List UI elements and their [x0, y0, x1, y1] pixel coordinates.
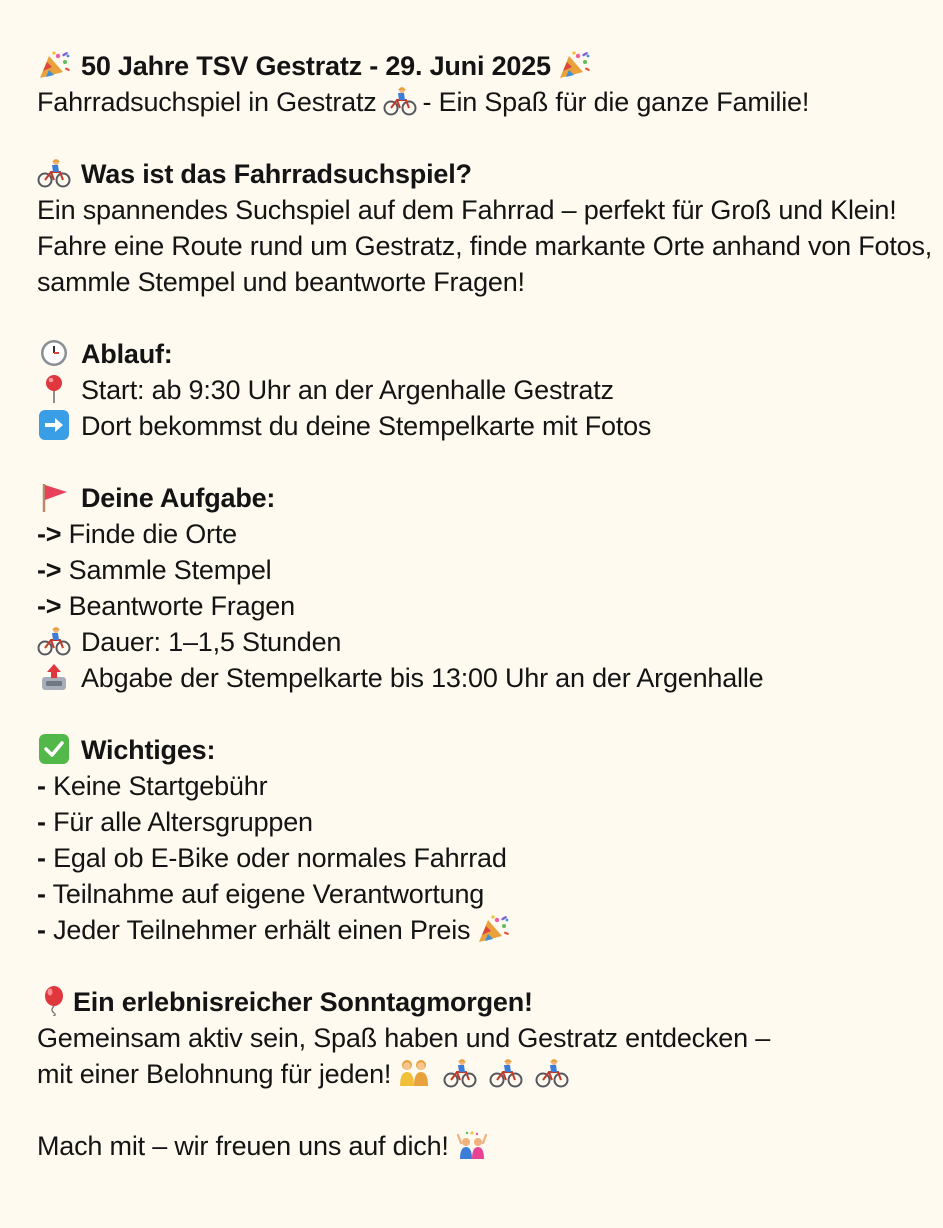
- schedule-start-line: [37, 372, 937, 408]
- people-cheering-icon: [455, 1130, 489, 1160]
- spacer: [37, 1092, 937, 1128]
- check-mark-button-icon: [37, 734, 71, 764]
- arrow-marker: ->: [37, 555, 62, 585]
- important-item-text: Teilnahme auf eigene Verantwortung: [52, 879, 485, 909]
- section-what-text: Ein spannendes Suchspiel auf dem Fahrrad – perfekt für Groß und Klein! Fahre eine Route rund um Gestratz, finde markante Orte anhand von Fotos, sammle Stempel und beantworte Fragen!: [37, 195, 933, 297]
- section-schedule-heading: [37, 336, 937, 372]
- arrow-marker: ->: [37, 519, 62, 549]
- dash-marker: -: [37, 843, 46, 873]
- important-item-text: Keine Startgebühr: [53, 771, 268, 801]
- party-popper-icon: [37, 50, 71, 80]
- dash-marker: -: [37, 915, 46, 945]
- flyer-document: [37, 48, 937, 1164]
- task-step-text: Sammle Stempel: [68, 555, 272, 585]
- balloon-icon: [37, 986, 71, 1016]
- dash-marker: -: [37, 879, 46, 909]
- schedule-start-text: Start: ab 9:30 Uhr an der Argenhalle Gestratz: [81, 375, 614, 405]
- task-return-text: Abgabe der Stempelkarte bis 13:00 Uhr an der Argenhalle: [81, 663, 764, 693]
- closing-reward-text: mit einer Belohnung für jeden!: [37, 1059, 392, 1089]
- final-line: [37, 1128, 937, 1164]
- schedule-card-text: Dort bekommst du deine Stempelkarte mit Fotos: [81, 411, 652, 441]
- cyclist-icon: [383, 86, 417, 116]
- family-icon: [397, 1058, 431, 1088]
- task-step-text: Beantworte Fragen: [68, 591, 295, 621]
- closing-text-line: Gemeinsam aktiv sein, Spaß haben und Gestratz entdecken –: [37, 1023, 771, 1053]
- right-arrow-icon: [37, 410, 71, 440]
- important-item: [37, 876, 937, 912]
- dash-marker: -: [37, 771, 46, 801]
- final-text: Mach mit – wir freuen uns auf dich!: [37, 1131, 449, 1161]
- task-step-text: Finde die Orte: [68, 519, 237, 549]
- event-title-line: [37, 48, 937, 84]
- important-item-text: Jeder Teilnehmer erhält einen Preis: [53, 915, 471, 945]
- spacer: [37, 300, 937, 336]
- section-what-heading: [37, 156, 937, 192]
- schedule-card-line: [37, 408, 937, 444]
- cyclist-icon: [37, 158, 71, 188]
- section-important-title: Wichtiges:: [81, 735, 216, 765]
- triangular-flag-icon: [37, 482, 71, 512]
- important-item-text: Für alle Altersgruppen: [53, 807, 313, 837]
- important-item: [37, 912, 937, 948]
- spacer: [37, 444, 937, 480]
- section-important-heading: [37, 732, 937, 768]
- spacer: [37, 120, 937, 156]
- task-return-line: [37, 660, 937, 696]
- spacer: [37, 696, 937, 732]
- important-item: [37, 840, 937, 876]
- party-popper-icon: [476, 914, 510, 944]
- spacer: [37, 948, 937, 984]
- important-item: [37, 804, 937, 840]
- cyclist-icon: [535, 1058, 569, 1088]
- section-task-heading: [37, 480, 937, 516]
- arrow-marker: ->: [37, 591, 62, 621]
- task-duration-line: [37, 624, 937, 660]
- section-closing-heading: [37, 984, 937, 1020]
- round-pushpin-icon: [37, 374, 71, 404]
- event-subtitle-main: Fahrradsuchspiel in Gestratz: [37, 87, 377, 117]
- party-popper-icon: [557, 50, 591, 80]
- task-step-item: [37, 552, 937, 588]
- event-subtitle-tagline: - Ein Spaß für die ganze Familie!: [422, 87, 810, 117]
- dash-marker: -: [37, 807, 46, 837]
- cyclist-icon: [443, 1058, 477, 1088]
- event-title: 50 Jahre TSV Gestratz - 29. Juni 2025: [81, 51, 551, 81]
- outbox-tray-icon: [37, 662, 71, 692]
- clock-icon: [37, 338, 71, 368]
- section-what-title: Was ist das Fahrradsuchspiel?: [81, 159, 472, 189]
- section-schedule-title: Ablauf:: [81, 339, 173, 369]
- task-step-item: [37, 516, 937, 552]
- task-step-item: [37, 588, 937, 624]
- event-subtitle-line: [37, 84, 937, 120]
- important-item: [37, 768, 937, 804]
- cyclist-icon: [37, 626, 71, 656]
- section-task-title: Deine Aufgabe:: [81, 483, 276, 513]
- important-item-text: Egal ob E-Bike oder normales Fahrrad: [53, 843, 507, 873]
- closing-reward-line: [37, 1056, 937, 1092]
- section-closing-title: Ein erlebnisreicher Sonntagmorgen!: [73, 987, 533, 1017]
- cyclist-icon: [489, 1058, 523, 1088]
- task-duration-text: Dauer: 1–1,5 Stunden: [81, 627, 342, 657]
